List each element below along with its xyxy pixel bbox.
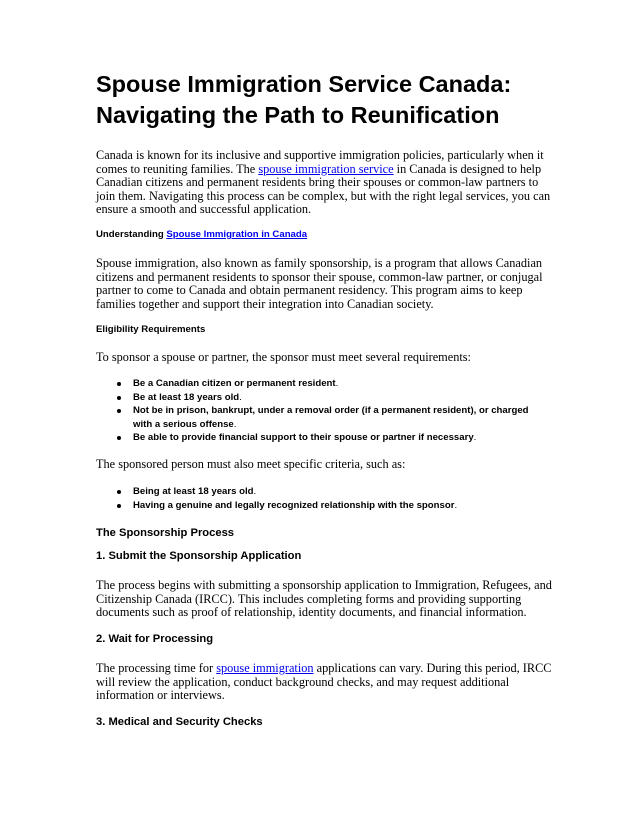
- understanding-prefix: Understanding: [96, 229, 167, 240]
- sponsorship-line-1: Spouse immigration, also known as family sponsorship, is a program that allows Canadian: [96, 256, 543, 270]
- list-item-text: Be at least 18 years old: [133, 391, 240, 403]
- step-2-line-2: will review the application, conduct background checks, and may request additional: [96, 674, 510, 689]
- step-2-text: applications can vary. During this period, IRCC: [313, 661, 552, 675]
- sponsored-criteria-list: [96, 485, 457, 512]
- list-item: [96, 431, 529, 445]
- step-1-heading: 1. Submit the Sponsorship Application: [96, 550, 302, 562]
- list-item-text: with a serious offense: [133, 418, 234, 430]
- intro-line-3: Canadian citizens and permanent residents bring their spouses or common-law partners to: [96, 175, 539, 190]
- list-item-text: Not be in prison, bankrupt, under a removal order (if a permanent resident), or charged: [133, 405, 529, 417]
- step-1-line-3: documents such as proof of relationship, identity documents, and financial information.: [96, 605, 527, 620]
- list-item: [96, 391, 529, 405]
- list-item-period: .: [239, 391, 242, 403]
- sponsor-requirements-list: [96, 377, 529, 445]
- bullet-icon: [117, 504, 121, 508]
- title-line-1: Spouse Immigration Service Canada:: [96, 71, 512, 97]
- sponsored-intro: [96, 458, 556, 472]
- step-1-line-2: Citizenship Canada (IRCC). This includes completing forms and providing supporting: [96, 591, 522, 606]
- list-item: [96, 404, 529, 431]
- sponsorship-process-heading: The Sponsorship Process: [96, 527, 235, 539]
- bullet-icon: [117, 396, 121, 400]
- list-item: [96, 499, 457, 513]
- sponsorship-line-2: citizens and permanent residents to sponsor their spouse, common-law partner, or conjugal: [96, 269, 543, 284]
- eligibility-intro: [96, 351, 556, 365]
- intro-line-4: join them. Navigating this process can be complex, but with the right legal services, you can: [96, 188, 551, 203]
- page-title: [96, 69, 566, 131]
- list-item-text: Be able to provide financial support to their spouse or partner if necessary: [133, 432, 474, 444]
- eligibility-intro-line: To sponsor a spouse or partner, the sponsor must meet several requirements:: [96, 350, 471, 364]
- intro-text: in Canada is designed to help: [393, 161, 542, 176]
- list-item-text: Having a genuine and legally recognized relationship with the sponsor: [133, 499, 455, 511]
- step-2-heading: 2. Wait for Processing: [96, 633, 214, 645]
- bullet-icon: [117, 490, 121, 494]
- sponsorship-line-3: partner to come to Canada and obtain permanent residency. This program aims to keep: [96, 283, 523, 298]
- list-item: [96, 377, 529, 391]
- step-2-text: The processing time for: [96, 661, 217, 675]
- sponsorship-paragraph: [96, 257, 556, 311]
- title-line-2: Navigating the Path to Reunification: [96, 102, 500, 128]
- bullet-icon: [117, 436, 121, 440]
- eligibility-heading: Eligibility Requirements: [96, 324, 206, 335]
- sponsorship-line-4: families together and support their integration into Canadian society.: [96, 296, 434, 311]
- bullet-icon: [117, 382, 121, 386]
- intro-paragraph: [96, 149, 556, 217]
- sponsored-intro-line: The sponsored person must also meet specific criteria, such as:: [96, 457, 406, 471]
- spouse-immigration-service-link[interactable]: spouse immigration service: [258, 161, 394, 176]
- understanding-heading: [96, 229, 307, 241]
- bullet-icon: [117, 409, 121, 413]
- intro-line-1: Canada is known for its inclusive and supportive immigration policies, particularly when it: [96, 148, 544, 162]
- step-1-paragraph: [96, 579, 556, 620]
- step-1-line-1: The process begins with submitting a sponsorship application to Immigration, Refugees, and: [96, 578, 552, 592]
- list-item-text: Being at least 18 years old: [133, 486, 254, 497]
- spouse-immigration-link[interactable]: spouse immigration: [216, 661, 314, 675]
- list-item: [96, 485, 457, 499]
- spouse-immigration-canada-link[interactable]: Spouse Immigration in Canada: [166, 229, 308, 240]
- list-item-text: Be a Canadian citizen or permanent resident: [133, 378, 336, 389]
- list-item-period: .: [454, 499, 458, 511]
- step-2-line-3: information or interviews.: [96, 688, 225, 703]
- list-item-period: .: [253, 486, 257, 497]
- intro-text: comes to reuniting families. The: [96, 161, 259, 176]
- step-2-paragraph: [96, 662, 556, 703]
- step-2-line-1: [96, 662, 556, 676]
- list-item-period: .: [335, 378, 339, 389]
- intro-line-2: [96, 163, 556, 177]
- list-item-period: .: [233, 418, 237, 430]
- list-item-period: .: [473, 432, 477, 444]
- step-3-heading: 3. Medical and Security Checks: [96, 716, 263, 728]
- intro-line-5: ensure a smooth and successful application.: [96, 202, 312, 217]
